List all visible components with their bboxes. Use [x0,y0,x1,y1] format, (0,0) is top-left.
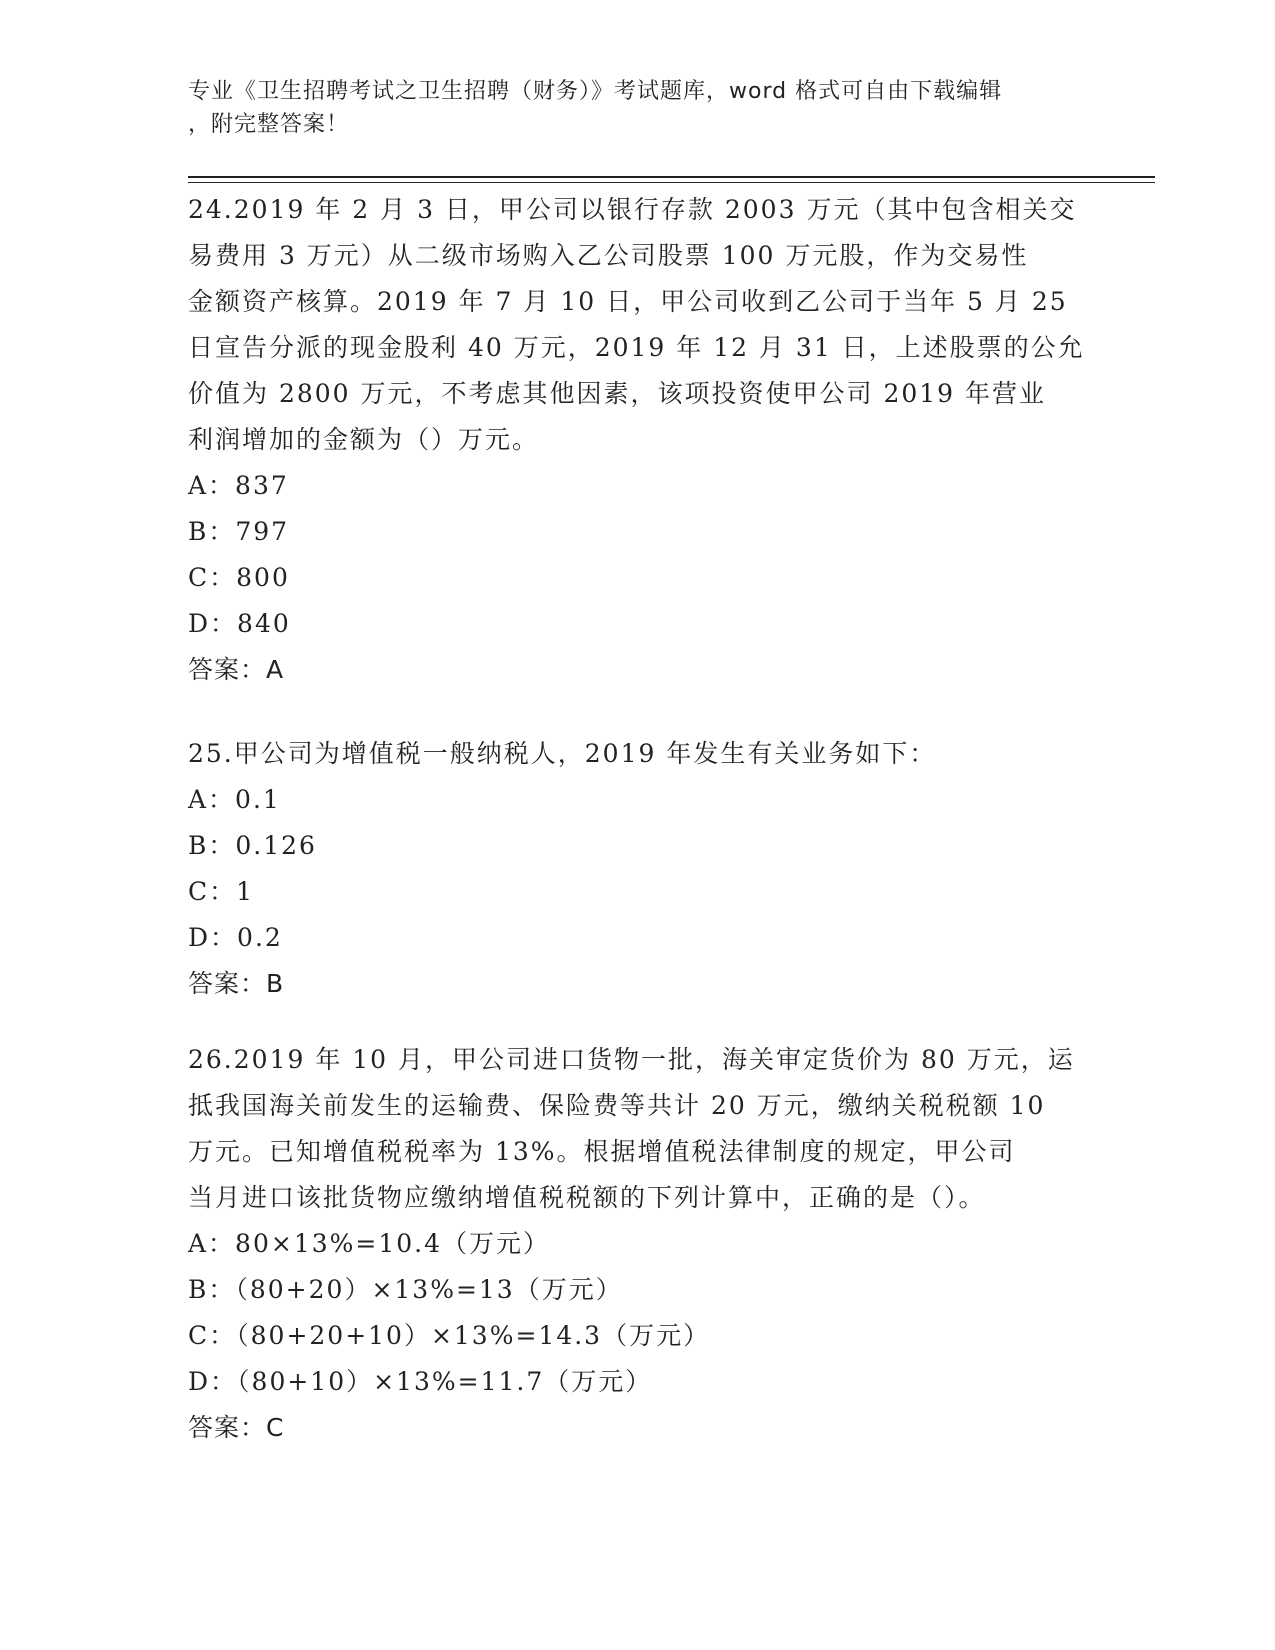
option-a: A：80×13%=10.4（万元） [188,1229,550,1258]
option-c: C：800 [188,563,290,592]
header-divider-thin [188,182,1155,183]
question-text-line: 万元。已知增值税税率为 13%。根据增值税法律制度的规定，甲公司 [188,1137,1016,1166]
question-text-line: 价值为 2800 万元，不考虑其他因素，该项投资使甲公司 2019 年营业 [188,379,1047,408]
option-b: B：0.126 [188,831,317,860]
option-a: A：837 [188,471,289,500]
header-divider-thick [188,176,1155,178]
header-line: ，附完整答案！ [188,112,350,137]
option-c: C：1 [188,877,255,906]
question-text-line: 24.2019 年 2 月 3 日，甲公司以银行存款 2003 万元（其中包含相关交 [188,195,1077,224]
option-b: B：（80+20）×13%=13（万元） [188,1275,623,1304]
question-text-line: 利润增加的金额为（）万元。 [188,425,540,454]
document-header [188,75,1068,141]
option-b: B：797 [188,517,290,546]
question-text-line: 易费用 3 万元）从二级市场购入乙公司股票 100 万元股，作为交易性 [188,241,1029,270]
answer: 答案：A [188,655,285,684]
question-24 [188,187,1088,693]
answer: 答案：C [188,1413,285,1442]
answer: 答案：B [188,969,285,998]
question-text-line: 日宣告分派的现金股利 40 万元，2019 年 12 月 31 日，上述股票的公允 [188,333,1085,362]
option-a: A：0.1 [188,785,281,814]
question-text-line: 抵我国海关前发生的运输费、保险费等共计 20 万元，缴纳关税税额 10 [188,1091,1046,1120]
question-text-line: 当月进口该批货物应缴纳增值税税额的下列计算中，正确的是（）。 [188,1183,986,1212]
option-d: D：840 [188,609,291,638]
question-text-line: 26.2019 年 10 月，甲公司进口货物一批，海关审定货价为 80 万元，运 [188,1045,1075,1074]
header-line: 专业《卫生招聘考试之卫生招聘（财务）》考试题库，word 格式可自由下载编辑 [188,79,1003,104]
question-25 [188,731,1088,1007]
question-text-line: 金额资产核算。2019 年 7 月 10 日，甲公司收到乙公司于当年 5 月 25 [188,287,1068,316]
question-text-line: 25.甲公司为增值税一般纳税人，2019 年发生有关业务如下： [188,739,937,768]
option-d: D：（80+10）×13%=11.7（万元） [188,1367,653,1396]
option-d: D：0.2 [188,923,283,952]
question-26 [188,1037,1088,1451]
option-c: C：（80+20+10）×13%=14.3（万元） [188,1321,711,1350]
